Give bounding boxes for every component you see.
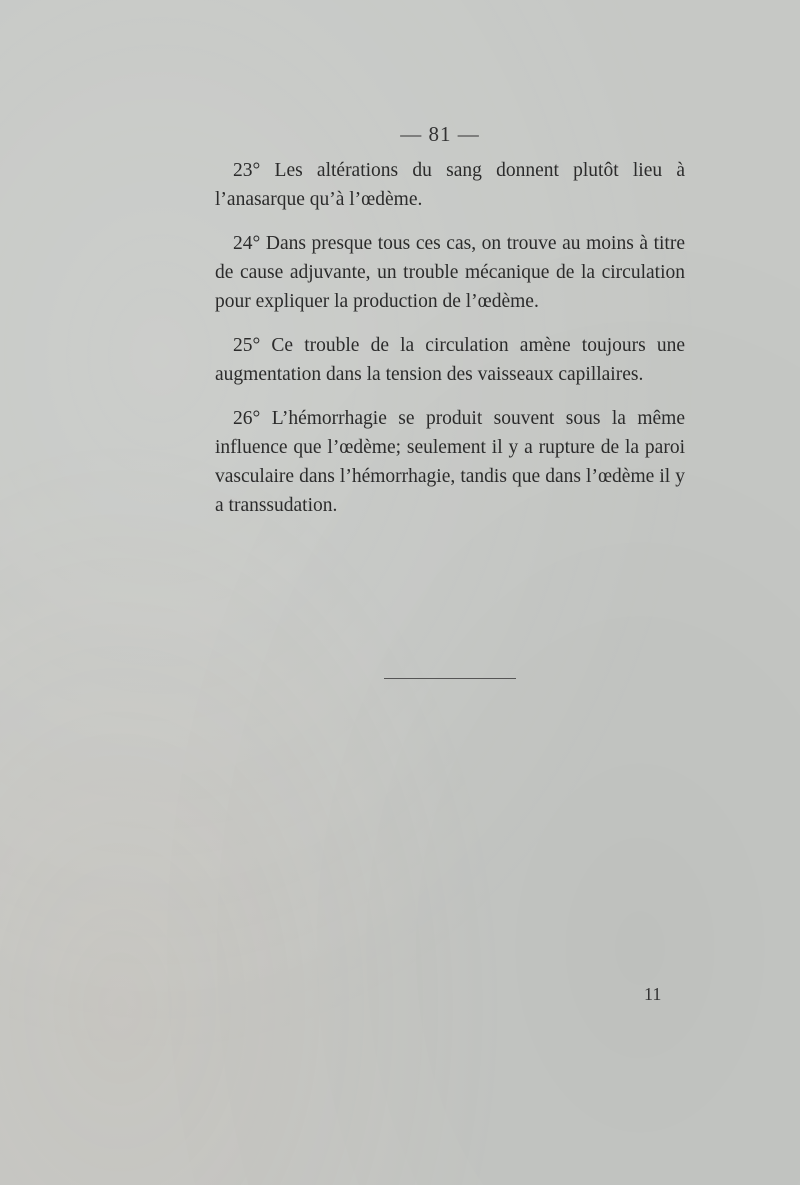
body-text	[215, 156, 685, 535]
paragraph-23: 23° Les altérations du sang donnent plutôt lieu à l’anasarque qu’à l’œdème.	[215, 160, 685, 210]
paragraph-25: 25° Ce trouble de la circulation amène toujours une augmentation dans la tension des vaisseaux capillaires.	[215, 335, 685, 385]
signature-mark: 11	[644, 984, 662, 1004]
section-divider-rule	[384, 678, 516, 679]
paragraph-24: 24° Dans presque tous ces cas, on trouve au moins à titre de cause adjuvante, un trouble mécanique de la circulation pour expliquer la production de l’œdème.	[215, 233, 685, 312]
page-number: — 81 —	[400, 122, 480, 146]
paragraph-26: 26° L’hémorrhagie se produit souvent sous la même influence que l’œdème; seulement il y a rupture de la paroi vasculaire dans l’hémorrhagie, tandis que dans l’œdème il y a transsudation.	[215, 408, 685, 516]
